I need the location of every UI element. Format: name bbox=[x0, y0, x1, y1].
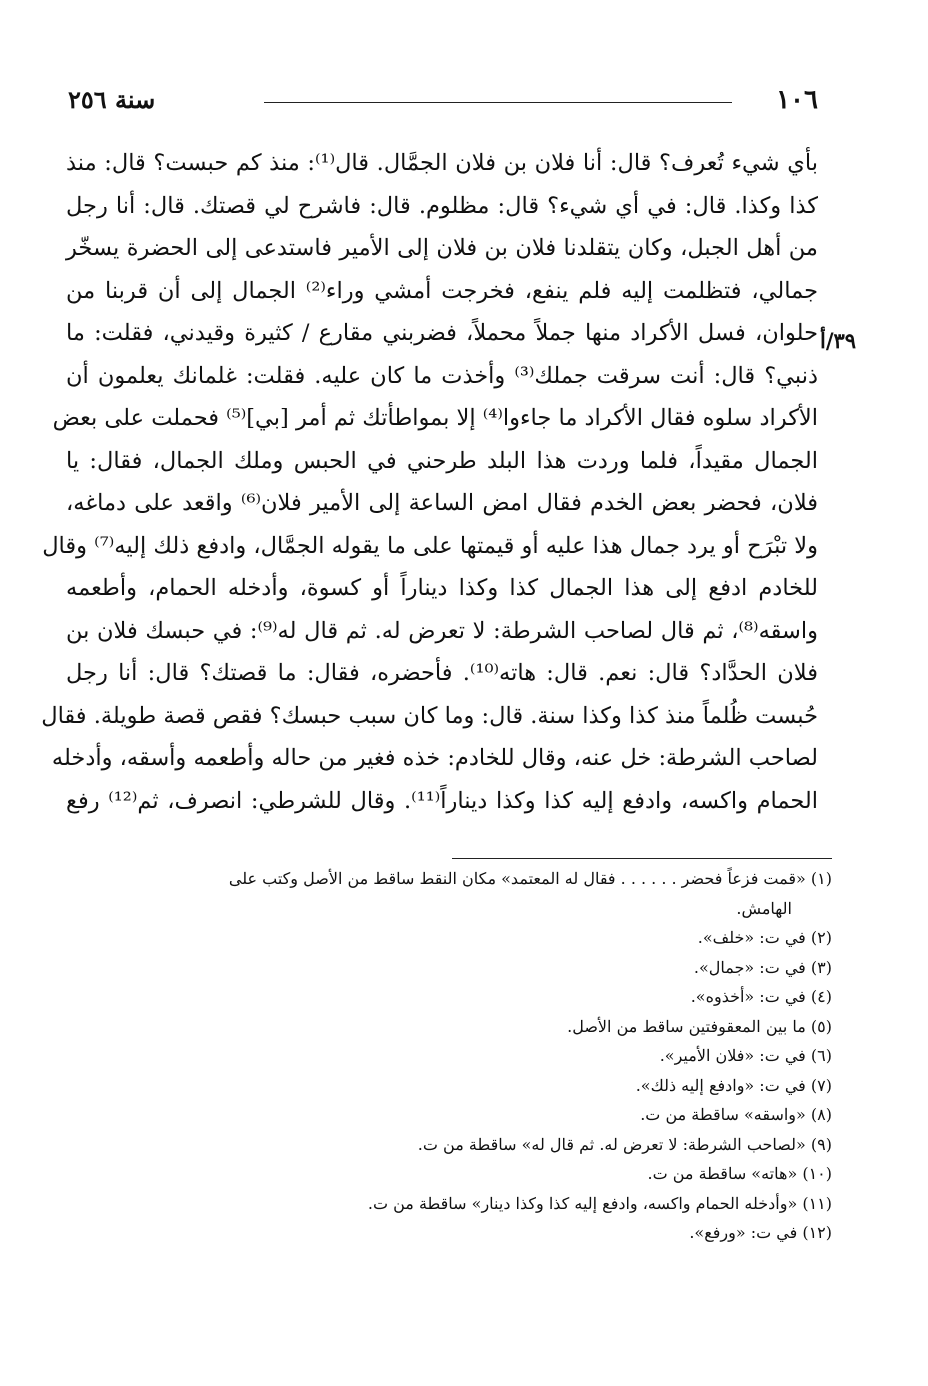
header-rule bbox=[264, 102, 732, 103]
footnote: (٤) في ت: «أخذوه». bbox=[690, 987, 832, 1006]
text-line: فلان الحدَّاد؟ قال: نعم. قال: هاته⁽¹⁰⁾. فأحضره، فقال: ما قصتك؟ قال: أنا رجل bbox=[66, 660, 818, 686]
footnote: (٣) في ت: «جمال». bbox=[693, 957, 832, 977]
text-line: لصاحب الشرطة: خل عنه، وقال للخادم: خذه فغير من حاله وأطعمه وأسقه، وأدخله bbox=[51, 745, 818, 771]
footnote: (١٢) في ت: «ورفع». bbox=[689, 1223, 832, 1242]
footnote: (١) «قمت فزعاً فحضر . . . . . . فقال له المعتمد» مكان النقط ساقط من الأصل وكتب على bbox=[228, 869, 832, 888]
footnote: (١١) «وأدخله الحمام واكسه، وادفع إليه كذا وكذا دينار» ساقطة من ت. bbox=[367, 1193, 832, 1213]
body-text bbox=[41, 142, 819, 822]
text-line: جمالي، فتظلمت إليه فلم ينفع، فخرجت أمشي وراء⁽²⁾ الجمال إلى أن قربنا من bbox=[66, 277, 818, 304]
text-line: الجمال مقيداً، فلما وردت هذا البلد طرحني في الحبس وملك الجمال، فقال: يا bbox=[66, 447, 818, 474]
footnote: (٥) ما بين المعقوفتين ساقط من الأصل. bbox=[567, 1016, 832, 1036]
page-header bbox=[68, 82, 818, 122]
text-line: الحمام واكسه، وادفع إليه كذا وكذا ديناراً⁽¹¹⁾. وقال للشرطي: انصرف، ثم⁽¹²⁾ رفع bbox=[66, 787, 819, 814]
page-number: ١٠٦ bbox=[776, 85, 818, 115]
text-line: حُبست ظُلماً منذ كذا وكذا سنة. قال: وما كان سبب حبسك؟ فقص قصة طويلة. فقال bbox=[41, 702, 818, 729]
text-line: فلان، فحضر بعض الخدم فقال امض الساعة إلى الأمير فلان⁽⁶⁾ واقعد على دماغه، bbox=[66, 490, 818, 516]
footnote: (٢) في ت: «خلف». bbox=[697, 928, 832, 947]
footnote-rule bbox=[452, 858, 832, 859]
text-line: واسقه⁽⁸⁾، ثم قال لصاحب الشرطة: لا تعرض له. ثم قال له⁽⁹⁾: في حبسك فلان بن bbox=[66, 617, 818, 644]
text-line: حلوان، فسل الأكراد منها جملاً محملاً، فضربني مقارع / كثيرة وقيدني، فقلت: ما bbox=[66, 320, 818, 346]
text-line: ذنبي؟ قال: أنت سرقت جملك⁽³⁾ وأخذت ما كان عليه. فقلت: غلمانك يعلمون أن bbox=[66, 362, 818, 389]
footnote: (٦) في ت: «فلان الأمير». bbox=[659, 1046, 832, 1065]
running-head: سنة ٢٥٦ bbox=[68, 85, 156, 114]
footnote: (٩) «لصاحب الشرطة: لا تعرض له. ثم قال له» ساقطة من ت. bbox=[417, 1134, 832, 1154]
footnote-continuation: الهامش. bbox=[736, 898, 792, 918]
footnote: (٨) «واسقه» ساقطة من ت. bbox=[640, 1105, 832, 1124]
margin-folio-reference: ٣٩/أ bbox=[820, 328, 857, 353]
text-line: ولا تبْرَح أو يرد جمال هذا عليه أو قيمتها على ما يقوله الجمَّال، وادفع ذلك إليه⁽⁷⁾ وقال bbox=[42, 532, 818, 559]
text-line: الأكراد سلوه فقال الأكراد ما جاءوا⁽⁴⁾ إلا بمواطأتك ثم أمر [بي]⁽⁵⁾ فحملت على بعض bbox=[52, 405, 818, 431]
text-line: بأي شيء تُعرف؟ قال: أنا فلان بن فلان الجمَّال. قال⁽¹⁾: منذ كم حبست؟ قال: منذ bbox=[66, 150, 818, 176]
footnote: (١٠) «هاته» ساقطة من ت. bbox=[647, 1164, 832, 1183]
text-line: كذا وكذا. قال: في أي شيء؟ قال: مظلوم. قال: فاشرح لي قصتك. قال: أنا رجل bbox=[66, 192, 818, 219]
text-line: من أهل الجبل، وكان يتقلدنا فلان بن فلان إلى الأمير فاستدعى إلى الحضرة يسخّر bbox=[66, 235, 818, 261]
footnote: (٧) في ت: «وادفع إليه ذلك». bbox=[635, 1075, 832, 1095]
text-line: للخادم ادفع إلى هذا الجمال كذا وكذا ديناراً أو كسوة، وأدخله الحمام، وأطعمه bbox=[66, 575, 818, 601]
footnotes bbox=[100, 864, 832, 1248]
